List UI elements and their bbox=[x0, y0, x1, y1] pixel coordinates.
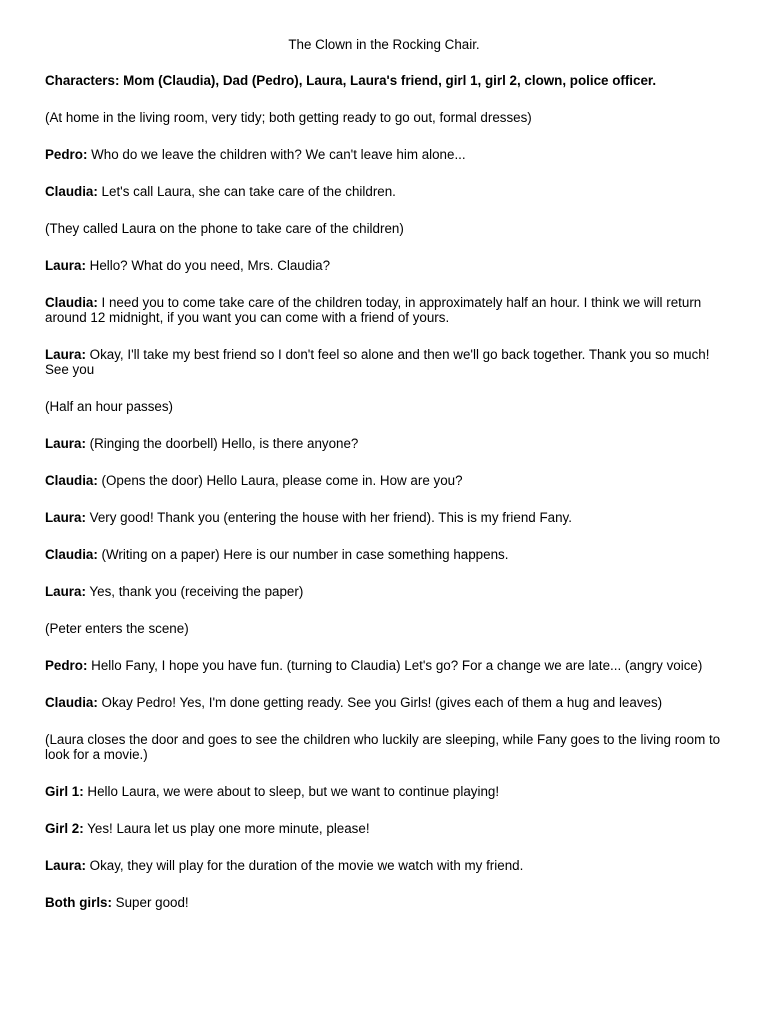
speaker-name: Laura: bbox=[45, 347, 86, 362]
speaker-name: Claudia: bbox=[45, 695, 98, 710]
dialogue-line bbox=[45, 547, 725, 562]
line-text: Hello? What do you need, Mrs. Claudia? bbox=[85, 258, 331, 273]
speaker-name: Girl 1: bbox=[45, 784, 84, 799]
line-text: Super good! bbox=[111, 895, 189, 910]
speaker-name: Laura: bbox=[45, 858, 86, 873]
line-text: Let's call Laura, she can take care of the children. bbox=[97, 184, 396, 199]
dialogue-line bbox=[45, 295, 725, 325]
dialogue-line bbox=[45, 658, 725, 673]
dialogue-line bbox=[45, 510, 725, 525]
stage-direction bbox=[45, 221, 725, 236]
dialogue-line bbox=[45, 184, 725, 199]
stage-direction bbox=[45, 399, 725, 414]
line-text: Okay Pedro! Yes, I'm done getting ready. See you Girls! (gives each of them a hug and leaves) bbox=[97, 695, 663, 710]
line-text: I need you to come take care of the children today, in approximately half an hour. I think we will return around 12 midnight, if you want you can come with a friend of yours. bbox=[45, 295, 702, 325]
speaker-name: Laura: bbox=[45, 584, 86, 599]
line-text: (Ringing the doorbell) Hello, is there anyone? bbox=[85, 436, 359, 451]
dialogue-line bbox=[45, 584, 725, 599]
speaker-name: Laura: bbox=[45, 436, 86, 451]
speaker-name: Laura: bbox=[45, 510, 86, 525]
dialogue-line bbox=[45, 821, 725, 836]
line-text: Yes! Laura let us play one more minute, please! bbox=[83, 821, 370, 836]
dialogue-line bbox=[45, 147, 725, 162]
dialogue-line bbox=[45, 258, 725, 273]
speaker-name: Claudia: bbox=[45, 547, 98, 562]
line-text: (Writing on a paper) Here is our number in case something happens. bbox=[97, 547, 509, 562]
speaker-name: Claudia: bbox=[45, 295, 98, 310]
line-text: (Opens the door) Hello Laura, please come in. How are you? bbox=[97, 473, 463, 488]
line-text: (Peter enters the scene) bbox=[45, 621, 189, 636]
dialogue-line bbox=[45, 436, 725, 451]
document-title: The Clown in the Rocking Chair. bbox=[288, 37, 480, 52]
line-text: Hello Laura, we were about to sleep, but we want to continue playing! bbox=[83, 784, 500, 799]
line-text: (Half an hour passes) bbox=[45, 399, 174, 414]
script-body bbox=[45, 73, 725, 932]
speaker-name: Pedro: bbox=[45, 147, 88, 162]
line-text: Hello Fany, I hope you have fun. (turning to Claudia) Let's go? For a change we are late... (angry voice) bbox=[87, 658, 703, 673]
characters-list: Characters: Mom (Claudia), Dad (Pedro), Laura, Laura's friend, girl 1, girl 2, clown, police officer. bbox=[45, 73, 657, 88]
stage-direction bbox=[45, 732, 725, 762]
line-text: (They called Laura on the phone to take care of the children) bbox=[45, 221, 404, 236]
dialogue-line bbox=[45, 347, 725, 377]
dialogue-line bbox=[45, 784, 725, 799]
line-text: Very good! Thank you (entering the house with her friend). This is my friend Fany. bbox=[85, 510, 572, 525]
speaker-name: Pedro: bbox=[45, 658, 88, 673]
line-text: Okay, they will play for the duration of the movie we watch with my friend. bbox=[85, 858, 524, 873]
line-text: (At home in the living room, very tidy; both getting ready to go out, formal dresses) bbox=[45, 110, 532, 125]
dialogue-line bbox=[45, 858, 725, 873]
line-text: Okay, I'll take my best friend so I don't feel so alone and then we'll go back together. Thank you so much! See you bbox=[45, 347, 710, 377]
dialogue-line bbox=[45, 473, 725, 488]
speaker-name: Girl 2: bbox=[45, 821, 84, 836]
speaker-name: Both girls: bbox=[45, 895, 112, 910]
line-text: Who do we leave the children with? We can't leave him alone... bbox=[87, 147, 466, 162]
speaker-name: Claudia: bbox=[45, 473, 98, 488]
line-text: (Laura closes the door and goes to see the children who luckily are sleeping, while Fany goes to the living room to look for a movie.) bbox=[45, 732, 721, 762]
stage-direction bbox=[45, 621, 725, 636]
stage-direction bbox=[45, 110, 725, 125]
dialogue-line bbox=[45, 695, 725, 710]
line-text: Yes, thank you (receiving the paper) bbox=[85, 584, 304, 599]
dialogue-line bbox=[45, 895, 725, 910]
speaker-name: Claudia: bbox=[45, 184, 98, 199]
speaker-name: Laura: bbox=[45, 258, 86, 273]
